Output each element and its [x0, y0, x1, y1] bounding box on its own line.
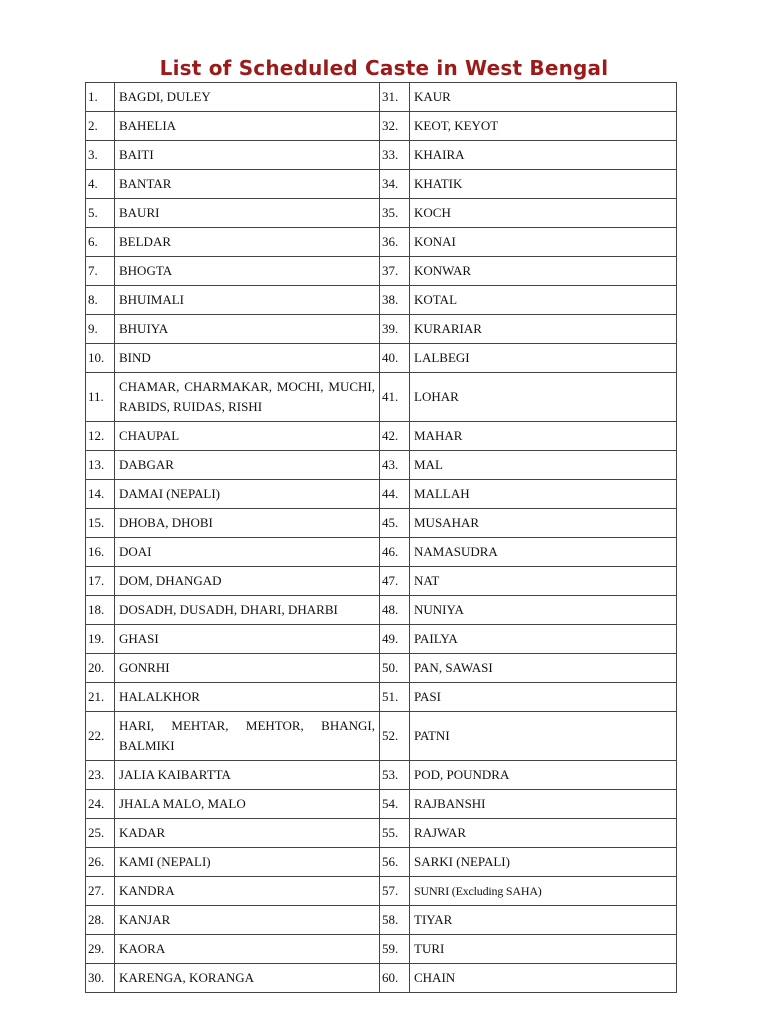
table-row [86, 257, 677, 286]
caste-name-left: KANJAR [115, 906, 380, 935]
table-row [86, 964, 677, 993]
caste-table [85, 82, 677, 993]
table-row [86, 344, 677, 373]
caste-name-left: HARI, MEHTAR, MEHTOR, BHANGI, BALMIKI [115, 712, 380, 761]
row-number-right: 49. [380, 625, 410, 654]
caste-name-left: BHOGTA [115, 257, 380, 286]
caste-name-left: KANDRA [115, 877, 380, 906]
row-number-right: 37. [380, 257, 410, 286]
row-number-right: 46. [380, 538, 410, 567]
table-row [86, 625, 677, 654]
caste-name-right: KONAI [410, 228, 677, 257]
caste-name-right: LOHAR [410, 373, 677, 422]
row-number-right: 54. [380, 790, 410, 819]
table-row [86, 538, 677, 567]
table-row [86, 83, 677, 112]
caste-name-left: BANTAR [115, 170, 380, 199]
caste-name-right: KHAIRA [410, 141, 677, 170]
row-number-left: 24. [86, 790, 115, 819]
caste-name-right: LALBEGI [410, 344, 677, 373]
caste-name-right: KOTAL [410, 286, 677, 315]
row-number-left: 16. [86, 538, 115, 567]
table-row [86, 170, 677, 199]
row-number-right: 39. [380, 315, 410, 344]
caste-name-left: BIND [115, 344, 380, 373]
row-number-right: 60. [380, 964, 410, 993]
row-number-left: 6. [86, 228, 115, 257]
row-number-right: 32. [380, 112, 410, 141]
caste-name-right: NAMASUDRA [410, 538, 677, 567]
caste-name-left: KARENGA, KORANGA [115, 964, 380, 993]
row-number-right: 53. [380, 761, 410, 790]
table-row [86, 567, 677, 596]
caste-name-left: BHUIYA [115, 315, 380, 344]
caste-name-right: TURI [410, 935, 677, 964]
row-number-right: 41. [380, 373, 410, 422]
row-number-left: 14. [86, 480, 115, 509]
row-number-left: 29. [86, 935, 115, 964]
caste-name-left: KAORA [115, 935, 380, 964]
row-number-left: 17. [86, 567, 115, 596]
row-number-right: 48. [380, 596, 410, 625]
row-number-left: 8. [86, 286, 115, 315]
caste-name-right: KURARIAR [410, 315, 677, 344]
row-number-left: 13. [86, 451, 115, 480]
table-row [86, 683, 677, 712]
table-row [86, 286, 677, 315]
row-number-left: 7. [86, 257, 115, 286]
row-number-right: 35. [380, 199, 410, 228]
caste-name-left: BAITI [115, 141, 380, 170]
caste-name-left: GONRHI [115, 654, 380, 683]
caste-name-right: KOCH [410, 199, 677, 228]
caste-name-right: KHATIK [410, 170, 677, 199]
row-number-right: 43. [380, 451, 410, 480]
row-number-left: 27. [86, 877, 115, 906]
row-number-right: 34. [380, 170, 410, 199]
row-number-left: 22. [86, 712, 115, 761]
caste-name-left: DAMAI (NEPALI) [115, 480, 380, 509]
row-number-left: 30. [86, 964, 115, 993]
caste-name-left: DOSADH, DUSADH, DHARI, DHARBI [115, 596, 380, 625]
caste-name-right: MUSAHAR [410, 509, 677, 538]
row-number-right: 36. [380, 228, 410, 257]
table-row [86, 112, 677, 141]
caste-name-right: TIYAR [410, 906, 677, 935]
row-number-left: 18. [86, 596, 115, 625]
table-row [86, 712, 677, 761]
table-row [86, 141, 677, 170]
row-number-left: 23. [86, 761, 115, 790]
table-row [86, 509, 677, 538]
row-number-left: 10. [86, 344, 115, 373]
caste-name-left: BAURI [115, 199, 380, 228]
caste-name-right: MAL [410, 451, 677, 480]
table-row [86, 480, 677, 509]
table-row [86, 422, 677, 451]
row-number-right: 38. [380, 286, 410, 315]
caste-name-right: SUNRI (Excluding SAHA) [410, 877, 677, 906]
row-number-right: 58. [380, 906, 410, 935]
caste-name-left: DOM, DHANGAD [115, 567, 380, 596]
caste-name-left: HALALKHOR [115, 683, 380, 712]
row-number-right: 55. [380, 819, 410, 848]
row-number-right: 56. [380, 848, 410, 877]
row-number-left: 5. [86, 199, 115, 228]
caste-name-left: BHUIMALI [115, 286, 380, 315]
table-row [86, 373, 677, 422]
caste-name-right: CHAIN [410, 964, 677, 993]
row-number-left: 28. [86, 906, 115, 935]
caste-name-right: NUNIYA [410, 596, 677, 625]
caste-name-left: BAGDI, DULEY [115, 83, 380, 112]
row-number-left: 19. [86, 625, 115, 654]
page-title: List of Scheduled Caste in West Bengal [159, 56, 609, 80]
row-number-left: 15. [86, 509, 115, 538]
caste-name-right: NAT [410, 567, 677, 596]
row-number-left: 26. [86, 848, 115, 877]
caste-name-right: PAILYA [410, 625, 677, 654]
caste-name-right: PATNI [410, 712, 677, 761]
row-number-left: 11. [86, 373, 115, 422]
caste-name-left: JHALA MALO, MALO [115, 790, 380, 819]
row-number-left: 12. [86, 422, 115, 451]
table-row [86, 790, 677, 819]
table-row [86, 315, 677, 344]
row-number-right: 59. [380, 935, 410, 964]
caste-name-left: CHAUPAL [115, 422, 380, 451]
caste-name-left: KADAR [115, 819, 380, 848]
caste-name-right: KAUR [410, 83, 677, 112]
row-number-right: 57. [380, 877, 410, 906]
row-number-left: 21. [86, 683, 115, 712]
row-number-right: 42. [380, 422, 410, 451]
caste-name-left: DOAI [115, 538, 380, 567]
row-number-right: 45. [380, 509, 410, 538]
caste-name-right: PAN, SAWASI [410, 654, 677, 683]
row-number-left: 3. [86, 141, 115, 170]
caste-name-left: DHOBA, DHOBI [115, 509, 380, 538]
table-row [86, 451, 677, 480]
caste-name-right: SARKI (NEPALI) [410, 848, 677, 877]
table-row [86, 199, 677, 228]
caste-name-left: DABGAR [115, 451, 380, 480]
table-row [86, 596, 677, 625]
row-number-right: 33. [380, 141, 410, 170]
caste-name-right: KEOT, KEYOT [410, 112, 677, 141]
row-number-left: 9. [86, 315, 115, 344]
row-number-right: 50. [380, 654, 410, 683]
table-row [86, 654, 677, 683]
table-row [86, 761, 677, 790]
caste-name-right: RAJWAR [410, 819, 677, 848]
table-row [86, 935, 677, 964]
caste-name-right: PASI [410, 683, 677, 712]
row-number-right: 31. [380, 83, 410, 112]
row-number-left: 20. [86, 654, 115, 683]
row-number-right: 47. [380, 567, 410, 596]
row-number-left: 1. [86, 83, 115, 112]
table-row [86, 906, 677, 935]
caste-name-left: JALIA KAIBARTTA [115, 761, 380, 790]
caste-name-right: POD, POUNDRA [410, 761, 677, 790]
caste-name-right: MAHAR [410, 422, 677, 451]
caste-name-left: BELDAR [115, 228, 380, 257]
row-number-right: 44. [380, 480, 410, 509]
row-number-left: 2. [86, 112, 115, 141]
caste-name-left: BAHELIA [115, 112, 380, 141]
caste-name-right: KONWAR [410, 257, 677, 286]
caste-name-right: RAJBANSHI [410, 790, 677, 819]
caste-table-body [86, 83, 677, 993]
caste-name-left: KAMI (NEPALI) [115, 848, 380, 877]
row-number-right: 52. [380, 712, 410, 761]
caste-name-left: GHASI [115, 625, 380, 654]
row-number-left: 25. [86, 819, 115, 848]
row-number-left: 4. [86, 170, 115, 199]
caste-name-right: MALLAH [410, 480, 677, 509]
table-row [86, 819, 677, 848]
table-row [86, 877, 677, 906]
caste-name-left: CHAMAR, CHARMAKAR, MOCHI, MUCHI, RABIDS, RUIDAS, RISHI [115, 373, 380, 422]
table-row [86, 848, 677, 877]
table-row [86, 228, 677, 257]
row-number-right: 40. [380, 344, 410, 373]
row-number-right: 51. [380, 683, 410, 712]
